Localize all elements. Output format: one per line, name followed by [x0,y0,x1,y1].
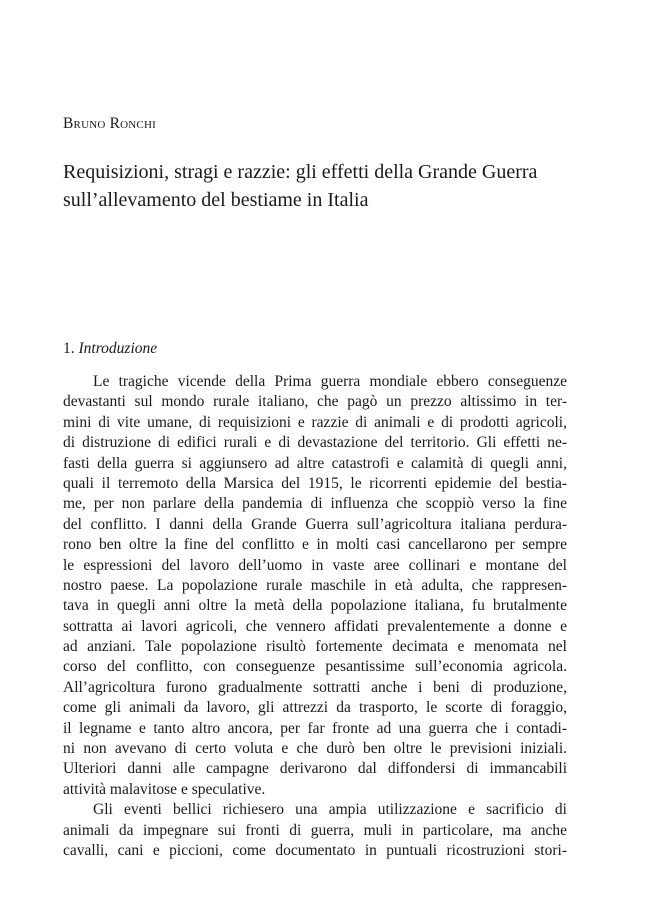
body-line: me, per non parlare della pandemia di influenza che scoppiò verso la fine [63,495,567,513]
body-line: All’agricoltura furono gradualmente sottratti anche i beni di produzione, [63,678,567,696]
section-heading [63,340,157,358]
body-line: animali da impegnare sui fronti di guerra, muli in particolare, ma anche [63,821,567,839]
body-text [63,372,567,861]
author-name: Bruno Ronchi [63,115,156,132]
body-line: devastanti sul mondo rurale italiano, che pagò un prezzo altissimo in ter- [63,393,567,411]
body-line: fasti della guerra si aggiunsero ad altre catastrofi e calamità di quegli anni, [63,454,567,472]
body-line: di distruzione di edifici rurali e di devastazione del territorio. Gli effetti ne- [63,434,567,452]
body-line: del conflitto. I danni della Grande Guerra sull’agricoltura italiana perdura- [63,515,567,533]
title-line: sull’allevamento del bestiame in Italia [63,189,369,211]
body-line: come gli animali da lavoro, gli attrezzi da trasporto, le scorte di foraggio, [63,699,567,717]
body-line: corso del conflitto, con conseguenze pesantissime sull’economia agricola. [63,658,567,676]
body-line: rono ben oltre la fine del conflitto e in molti casi cancellarono per sempre [63,536,567,554]
body-line: sottratta ai lavori agricoli, che vennero affidati prevalentemente a donne e [63,617,567,635]
body-line: cavalli, cani e piccioni, come documentato in puntuali ricostruzioni stori- [63,841,567,859]
body-line: Ulteriori danni alle campagne derivarono dal diffondersi di immancabili [63,760,567,778]
title-line: Requisizioni, stragi e razzie: gli effetti della Grande Guerra [63,161,538,183]
body-line: le espressioni del lavoro dell’uomo in vaste aree collinari e montane del [63,556,567,574]
body-line: Le tragiche vicende della Prima guerra mondiale ebbero conseguenze [93,373,567,390]
body-line: ni non avevano di certo voluta e che durò ben oltre le previsioni iniziali. [63,740,567,758]
section-number: 1. [63,340,75,357]
body-line: nostro paese. La popolazione rurale maschile in età adulta, che rappresen- [63,576,567,594]
body-line: ad anziani. Tale popolazione risultò fortemente decimata e menomata nel [63,638,567,656]
section-name: Introduzione [78,340,158,357]
body-line: Gli eventi bellici richiesero una ampia utilizzazione e sacrificio di [93,801,567,819]
body-line: mini di vite umane, di requisizioni e razzie di animali e di prodotti agricoli, [63,413,567,431]
article-title [63,158,583,214]
body-line: quali il terremoto della Marsica del 1915, le ricorrenti epidemie del bestia- [63,474,567,492]
body-line: il legname e tanto altro ancora, per far fronte ad una guerra che i contadi- [63,719,567,737]
body-line: tava in quegli anni oltre la metà della popolazione italiana, fu brutalmente [63,597,567,615]
body-line: attività malavitose e speculative. [63,780,266,798]
